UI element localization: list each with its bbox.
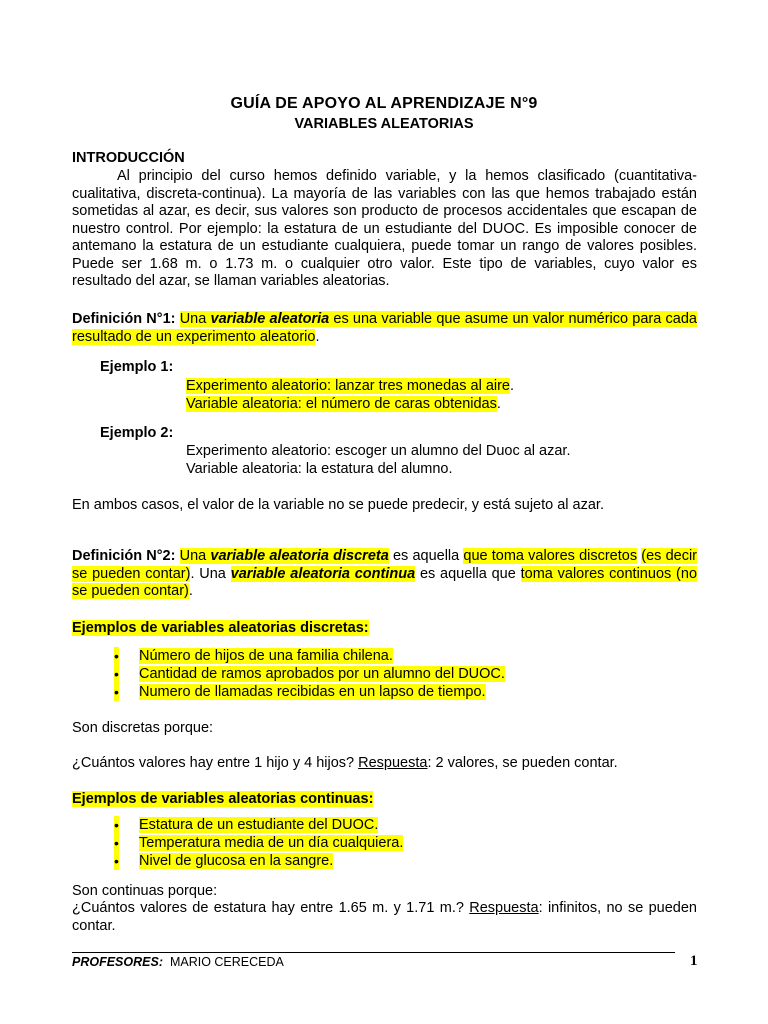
example-1-line-1	[186, 377, 514, 395]
list-item-text: Nivel de glucosa en la sangre.	[139, 853, 334, 869]
list-item	[114, 834, 403, 852]
definition-2-text-f: . Una	[190, 565, 231, 582]
list-item-text: Numero de llamadas recibidas en un lapso de tiempo.	[139, 684, 486, 700]
definition-2-term-discrete: variable aleatoria discreta	[210, 548, 389, 564]
definition-1-period: .	[315, 328, 320, 345]
page-subtitle: VARIABLES ALEATORIAS	[294, 116, 474, 132]
list-item	[114, 665, 505, 683]
bullet-icon: •	[114, 817, 119, 833]
definition-2-text-a: Una	[179, 548, 211, 564]
definition-2-text-b: es aquella	[388, 548, 464, 564]
example-1-line-2-end: .	[496, 396, 501, 412]
continuous-heading-text: Ejemplos de variables aleatorias continuas:	[72, 791, 374, 807]
example-2-line-2: Variable aleatoria: la estatura del alumno.	[186, 461, 453, 477]
footer-divider	[72, 952, 675, 953]
bullet-icon: •	[114, 835, 119, 851]
definition-2-highlight-b: que toma valores discretos	[463, 548, 638, 564]
definition-1-label: Definición N°1:	[72, 311, 176, 327]
definition-2-text-g: es aquella que	[415, 565, 521, 582]
continuous-examples-list	[114, 816, 403, 870]
list-item	[114, 816, 403, 834]
example-2-label: Ejemplo 2:	[100, 425, 174, 441]
example-2-line-1: Experimento aleatorio: escoger un alumno del Duoc al azar.	[186, 443, 571, 459]
bullet-icon: •	[114, 684, 119, 700]
list-item	[114, 647, 505, 665]
definition-2	[72, 548, 697, 601]
list-item-text: Cantidad de ramos aprobados por un alumno del DUOC.	[139, 666, 505, 682]
discrete-question	[72, 754, 618, 772]
continuous-answer-text: : infinitos, no se pueden contar.	[72, 900, 697, 934]
example-1-line-1-end: .	[510, 378, 515, 394]
discrete-answer-label: Respuesta	[358, 755, 428, 771]
discrete-question-text: ¿Cuántos valores hay entre 1 hijo y 4 hijos?	[72, 755, 359, 771]
discrete-heading-text: Ejemplos de variables aleatorias discretas:	[72, 620, 369, 636]
definition-1-term: variable aleatoria	[210, 311, 330, 327]
discrete-examples-heading	[72, 620, 369, 636]
definition-2-period: .	[188, 583, 193, 599]
definition-1	[72, 311, 697, 346]
definition-1-text-b: es una variable que asume un valor numérico para cada resultado de un experimento aleatorio	[72, 311, 697, 345]
footer-names: MARIO CERECEDA	[169, 955, 284, 969]
continuous-reason: Son continuas porque:	[72, 883, 218, 899]
list-item	[114, 683, 505, 701]
example-1-line-2	[186, 395, 501, 413]
bullet-icon: •	[114, 666, 119, 682]
example-1-label: Ejemplo 1:	[100, 359, 174, 375]
definition-2-term-continuous: variable aleatoria continua	[230, 565, 416, 582]
example-1-variable: Variable aleatoria: el número de caras obtenidas	[186, 396, 497, 412]
list-item	[114, 852, 403, 870]
both-cases-text: En ambos casos, el valor de la variable no se puede predecir, y está sujeto al azar.	[72, 497, 604, 513]
footer	[72, 955, 284, 969]
continuous-answer-label: Respuesta	[469, 900, 539, 916]
intro-paragraph: Al principio del curso hemos definido variable, y la hemos clasificado (cuantitativa-cualitativa, discreta-continua). La mayoría de las variables con las que hemos trabajado están sometidas al azar, es decir, sus valores son producto de procesos accidentales que escapan de nuestro control. Por ejemplo: la estatura de un estudiante del DUOC. Es imposible conocer de antemano la estatura de un estudiante cualquiera, puede tomar un rango de valores posibles. Puede ser 1.68 m. o 1.73 m. o cualquier otro valor. Este tipo de variables, cuyo valor es resultado del azar, se llaman variables aleatorias.	[72, 168, 697, 289]
continuous-examples-heading	[72, 791, 373, 807]
definition-2-highlight-d: toma valores continuos (no se pueden contar)	[72, 565, 698, 599]
definition-2-highlight-a	[180, 548, 389, 564]
discrete-reason: Son discretas porque:	[72, 720, 214, 736]
continuous-question-text: ¿Cuántos valores de estatura hay entre 1.65 m. y 1.71 m.?	[72, 900, 470, 916]
intro-heading: INTRODUCCIÓN	[72, 150, 185, 166]
definition-2-label: Definición N°2:	[72, 548, 176, 564]
bullet-icon: •	[114, 648, 119, 664]
list-item-text: Estatura de un estudiante del DUOC.	[139, 817, 379, 833]
list-item-text: Número de hijos de una familia chilena.	[139, 648, 393, 664]
bullet-icon: •	[114, 853, 119, 869]
page-number: 1	[690, 953, 698, 969]
continuous-question	[72, 900, 697, 935]
definition-1-text-a: Una	[179, 311, 211, 327]
footer-label: PROFESORES:	[72, 955, 163, 969]
definition-2-highlight-c: (es decir se pueden contar)	[72, 548, 698, 582]
discrete-examples-list	[114, 647, 505, 701]
list-item-text: Temperatura media de un día cualquiera.	[139, 835, 404, 851]
page-title: GUÍA DE APOYO AL APRENDIZAJE N°9	[230, 95, 538, 112]
example-1-experiment: Experimento aleatorio: lanzar tres monedas al aire	[186, 378, 510, 394]
discrete-answer-text: : 2 valores, se pueden contar.	[427, 755, 618, 771]
